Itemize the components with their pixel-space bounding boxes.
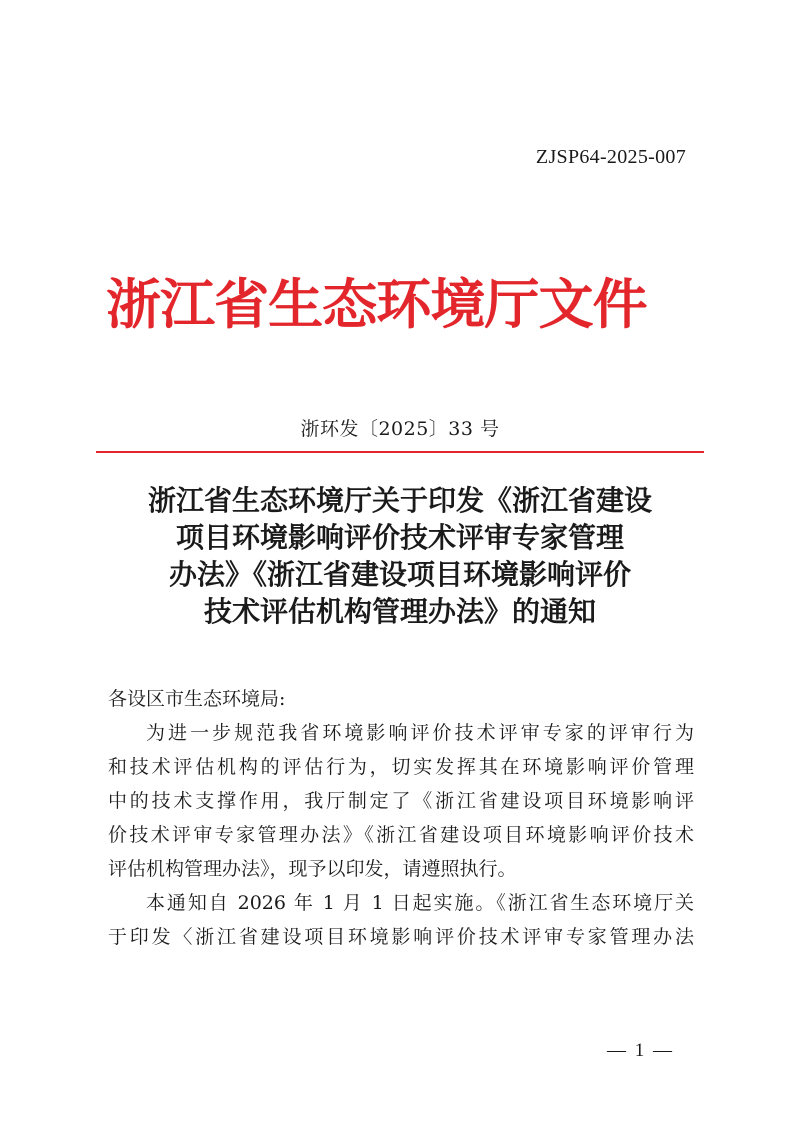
title-line: 办法》《浙江省建设项目环境影响评价 [168, 558, 631, 591]
title-line: 浙江省生态环境厅关于印发《浙江省建设 [147, 484, 652, 517]
body-line: 为进一步规范我省环境影响评价技术评审专家的评审行为 [146, 722, 694, 744]
body-line: 价技术评审专家管理办法》《浙江省建设项目环境影响评价技术 [108, 824, 694, 846]
body-line: 和技术评估机构的评估行为，切实发挥其在环境影响评价管理 [108, 756, 694, 778]
red-header-title: 浙江省生态环境厅文件 [106, 273, 647, 336]
salutation: 各设区市生态环境局: [108, 688, 286, 710]
body-line: 于印发〈浙江省建设项目环境影响评价技术评审专家管理办法 [108, 926, 694, 948]
title-line: 技术评估机构管理办法》的通知 [203, 595, 596, 628]
body-line: 评估机构管理办法》，现予以印发，请遵照执行。 [108, 858, 517, 880]
body-line: 本通知自 2026 年 1 月 1 日起实施。《浙江省生态环境厅关 [146, 892, 694, 914]
title-line: 项目环境影响评价技术评审专家管理 [175, 521, 624, 554]
document-code: ZJSP64-2025-007 [535, 146, 686, 168]
issue-number: 浙环发〔2025〕33 号 [300, 418, 500, 440]
red-divider-line [96, 451, 704, 453]
notice-title [100, 482, 700, 630]
page-number: — 1 — [607, 1040, 674, 1061]
notice-body [108, 682, 694, 954]
body-line: 中的技术支撑作用，我厅制定了《浙江省建设项目环境影响评 [108, 790, 694, 812]
